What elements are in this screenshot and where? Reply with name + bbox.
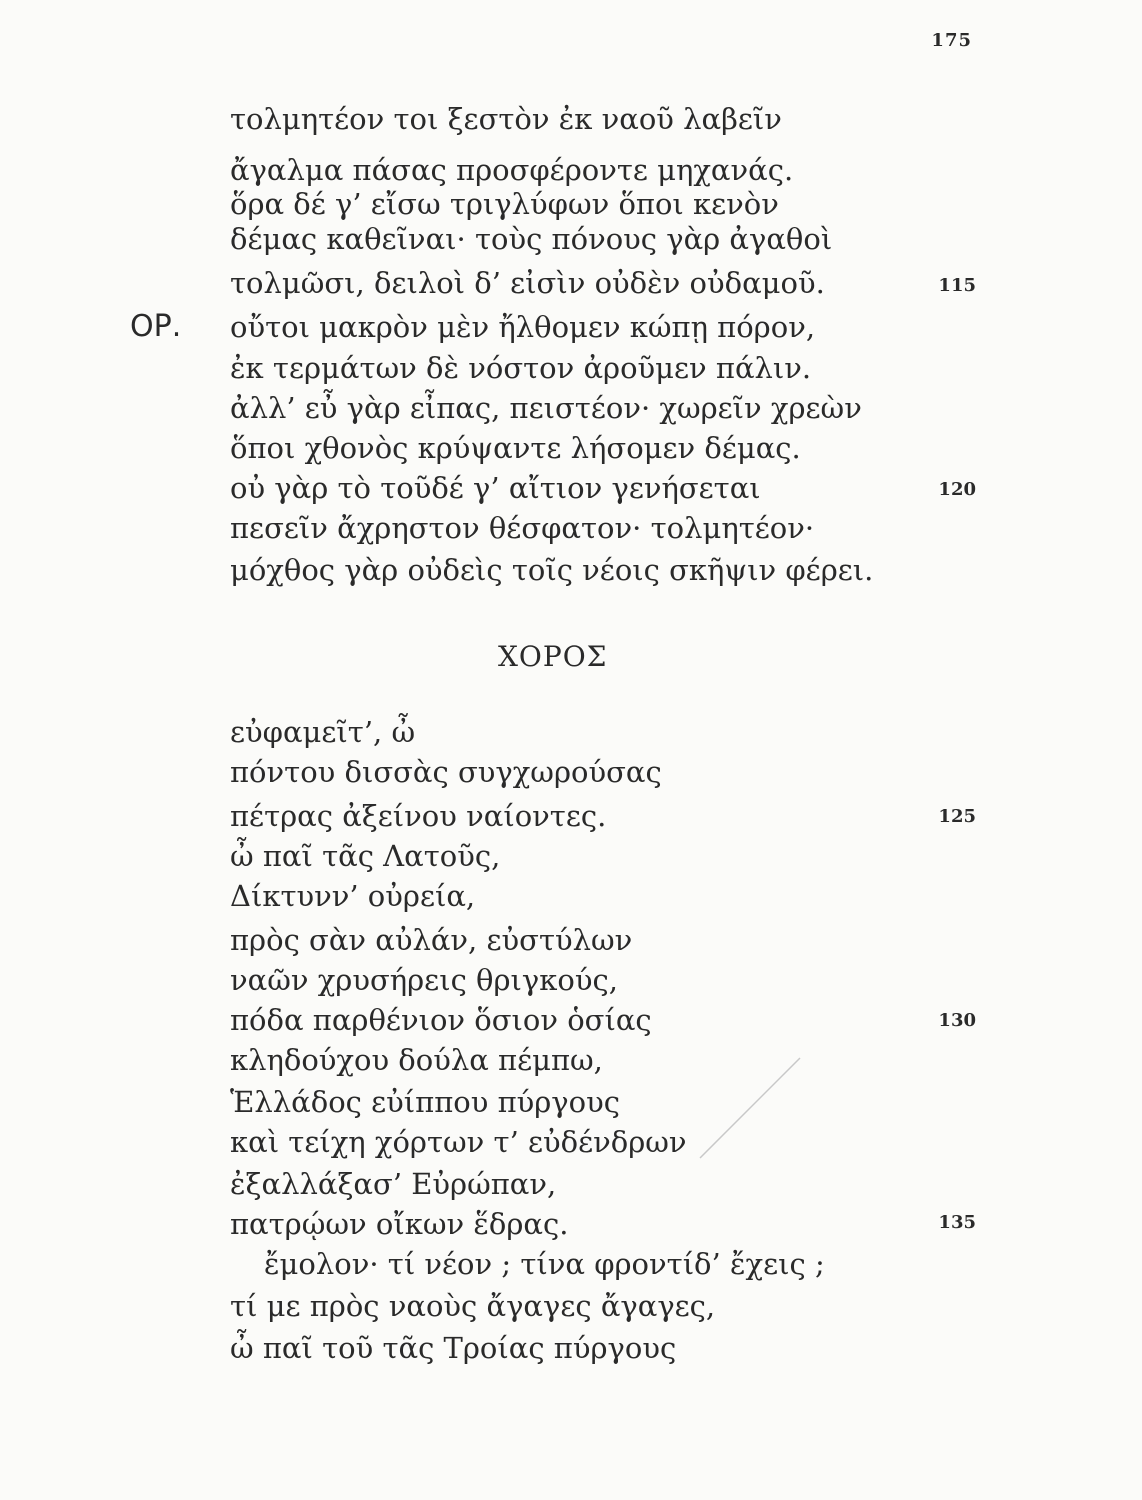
verse-line: πόδα παρθένιον ὅσιον ὁσίας	[230, 1003, 652, 1037]
verse-line: πόντου δισσὰς συγχωρούσας	[230, 755, 662, 789]
verse-line: τί με πρὸς ναοὺς ἄγαγες ἄγαγες,	[230, 1289, 716, 1323]
line-number: 135	[938, 1212, 976, 1233]
verse-line: καὶ τείχη χόρτων τ’ εὐδένδρων	[230, 1125, 687, 1159]
verse-line: πρὸς σὰν αὐλάν, εὐστύλων	[230, 923, 633, 957]
line-number: 115	[938, 275, 976, 296]
verse-line: πεσεῖν ἄχρηστον θέσφατον· τολμητέον·	[230, 511, 815, 545]
verse-line: ὦ παῖ τᾶς Λατοῦς,	[230, 839, 501, 873]
verse-line: ναῶν χρυσήρεις θριγκούς,	[230, 963, 618, 997]
line-number: 125	[938, 806, 976, 827]
line-number: 120	[938, 479, 976, 500]
verse-line: πατρῴων οἴκων ἕδρας.	[230, 1207, 569, 1241]
verse-line: ἐξαλλάξασ’ Εὐρώπαν,	[230, 1167, 557, 1201]
verse-line: οὔτοι μακρὸν μὲν ἤλθομεν κώπῃ πόρον,	[230, 310, 816, 344]
verse-line: εὐφαμεῖτ’, ὦ	[230, 715, 416, 749]
chorus-heading: ΧΟΡΟΣ	[498, 640, 608, 673]
verse-line: ἐκ τερμάτων δὲ νόστον ἀροῦμεν πάλιν.	[230, 351, 812, 385]
verse-line: Δίκτυνν’ οὐρεία,	[230, 879, 476, 913]
verse-line: Ἑλλάδος εὐίππου πύργους	[230, 1085, 620, 1119]
verse-line: τολμῶσι, δειλοὶ δ’ εἰσὶν οὐδὲν οὐδαμοῦ.	[230, 266, 825, 300]
verse-line: πέτρας ἀξείνου ναίοντες.	[230, 799, 607, 833]
speaker-label: ΟΡ.	[130, 309, 182, 344]
verse-line: ὅποι χθονὸς κρύψαντε λήσομεν δέμας.	[230, 431, 801, 465]
verse-line: ἀλλ’ εὖ γὰρ εἶπας, πειστέον· χωρεῖν χρεὼν	[230, 391, 862, 425]
verse-line: ὦ παῖ τοῦ τᾶς Τροίας πύργους	[230, 1331, 677, 1365]
verse-line: ὅρα δέ γ’ εἴσω τριγλύφων ὅποι κενὸν	[230, 187, 779, 221]
verse-line: τολμητέον τοι ξεστὸν ἐκ ναοῦ λαβεῖν	[230, 102, 782, 136]
page-number: 175	[931, 30, 972, 51]
verse-line: ἄγαλμα πάσας προσφέροντε μηχανάς.	[230, 153, 794, 187]
verse-line: μόχθος γὰρ οὐδεὶς τοῖς νέοις σκῆψιν φέρει.	[230, 553, 874, 587]
line-number: 130	[938, 1010, 976, 1031]
verse-line: δέμας καθεῖναι· τοὺς πόνους γὰρ ἀγαθοὶ	[230, 222, 833, 256]
verse-line: ἔμολον· τί νέον ; τίνα φροντίδ’ ἔχεις ;	[264, 1247, 825, 1281]
verse-line: κληδούχου δούλα πέμπω,	[230, 1043, 603, 1077]
verse-line: οὐ γὰρ τὸ τοῦδέ γ’ αἴτιον γενήσεται	[230, 471, 761, 505]
